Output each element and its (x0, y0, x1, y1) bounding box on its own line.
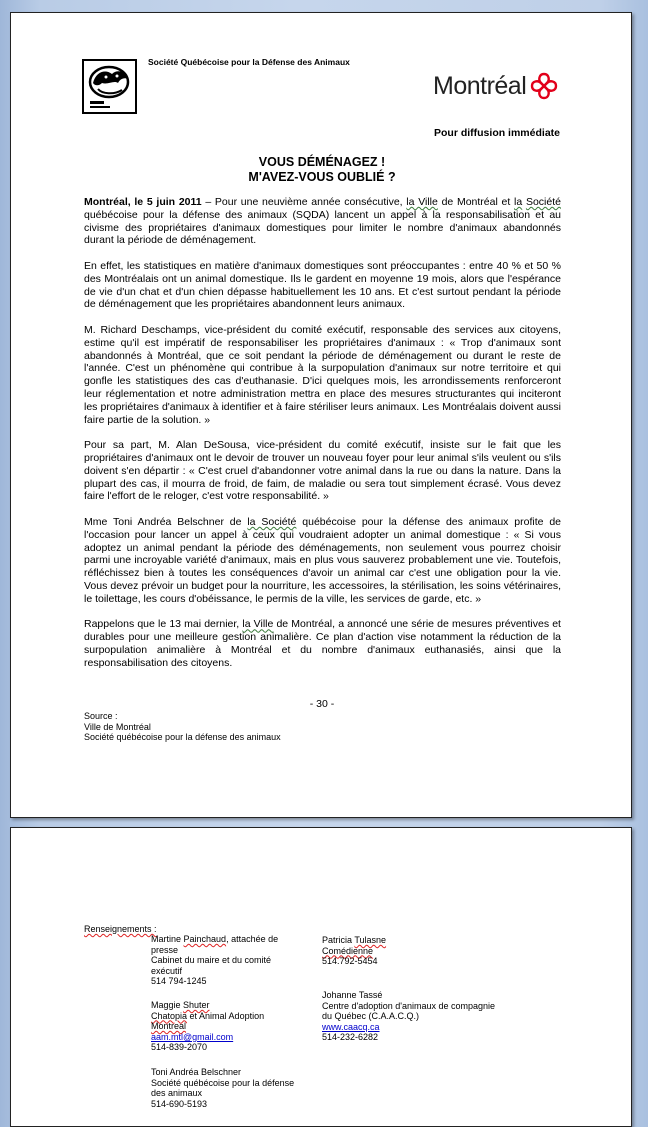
contact-phone: 514-839-2070 (151, 1042, 208, 1053)
dateline: Montréal, le 5 juin 2011 (84, 196, 202, 208)
source-block (84, 711, 281, 743)
contact-name: Patricia Tulasne (322, 935, 387, 945)
contact-phone: 514-690-5193 (151, 1098, 208, 1109)
paragraph-2: En effet, les statistiques en matière d'animaux domestiques sont préoccupantes : entre 40 % et 50 % des Montréalais ont un animal domestique. Ils le gardent en moyenne 19 mois, alors que l'espérance de vie d'un chat et d'un chien dépasse habituellement les 10 ans. Et c'est surtout pendant la période de déménagement que les propriétaires abandonnent leurs animaux. (84, 259, 561, 311)
source-line: Ville de Montréal (84, 721, 151, 732)
end-marker: - 30 - (309, 698, 335, 710)
document-page-1 (10, 12, 632, 818)
email-link[interactable]: aam.mtl@gmail.com (151, 1031, 234, 1042)
press-release-title (11, 155, 633, 185)
contacts-heading: Renseignements : (84, 924, 157, 934)
contact-phone: 514-232-6282 (322, 1032, 379, 1043)
paragraph-3: M. Richard Deschamps, vice-président du comité exécutif, responsable des services aux citoyens, estime qu'il est impératif de responsabiliser les propriétaires d'animaux : « Trop d'animaux sont abandonnés à Montréal, que ce soit pendant la période de déménagement ou durant le reste de l'année. C'est un phénomène qui contribue à la surpopulation d'animaux sur notre territoire et qui gonfle les statistiques des cas d'euthanasie. D'ici quelques mois, les arrondissements renforceront leur réglementation et notre administration mettra en place des mesures structurantes qui inciteront les propriétaires d'animaux à identifier et à faire stériliser leurs animaux. Les Montréalais doivent aussi faire partie de la solution. » (84, 323, 561, 426)
source-label: Source : (84, 711, 118, 721)
source-line: Société québécoise pour la défense des animaux (84, 732, 281, 743)
paragraph-1: Montréal, le 5 juin 2011 – Pour une neuvième année consécutive, la Ville de Montréal et la Société québécoise pour la défense des animaux (SQDA) lancent un appel à la responsabilisation et au civisme des propriétaires d'animaux domestiques pour limiter le nombre d'animaux abandonnés durant la période de déménagement. (84, 196, 561, 247)
release-label: Pour diffusion immédiate (433, 127, 560, 139)
press-release-body (84, 196, 561, 682)
contact-card: Maggie Shuter Chatopia et Animal Adoption Montreal aam.mtl@gmail.com 514-839-2070 (151, 1000, 265, 1053)
contact-phone: 514 794-1245 (151, 976, 207, 987)
contact-phone: 514.792-5454 (322, 956, 378, 967)
rosette-icon (529, 71, 559, 101)
contact-card: Patricia Tulasne Comédienne 514.792-5454 (322, 935, 387, 967)
contact-card: Johanne Tassé Centre d'adoption d'animaux de compagnie du Québec (C.A.A.C.Q.) www.caacq.ca 514-232-6282 (322, 990, 496, 1043)
contact-name: Martine Painchaud, attachée de (151, 934, 279, 944)
montreal-logo (433, 71, 559, 101)
contact-card: Toni Andréa Belschner Société québécoise pour la défense des animaux 514-690-5193 (151, 1067, 295, 1109)
document-page-2 (10, 827, 632, 1127)
website-link[interactable]: www.caacq.ca (322, 1021, 380, 1032)
title-line-2: M'AVEZ-VOUS OUBLIÉ ? (248, 170, 396, 184)
contact-name: Toni Andréa Belschner (151, 1067, 242, 1077)
contact-name: Johanne Tassé (322, 990, 383, 1000)
montreal-logo-wordmark: Montréal (433, 71, 527, 100)
contact-card: Martine Painchaud, attachée de presse Cabinet du maire et du comité exécutif 514 794-1245 (151, 934, 279, 987)
paragraph-6: Rappelons que le 13 mai dernier, la Ville de Montréal, a annoncé une série de mesures préventives et durables pour une meilleure gestion animalière. Ce plan d'action vise notamment la réduction de la surpopulation animalière à Montréal et du nombre d'animaux euthanasiés, ainsi que la responsabilisation des citoyens. (84, 618, 561, 669)
paragraph-5: Mme Toni Andréa Belschner de la Société québécoise pour la défense des animaux profite de l'occasion pour lancer un appel à ceux qui voudraient adopter un animal domestique : « Si vous adoptez un animal pendant la période des déménagements, non seulement vous pourrez choisir parmi une incroyable variété d'animaux, mais en plus vous sauverez probablement une vie. Toutefois, réfléchissez bien à toutes les conséquences d'avoir un animal car c'est une obligation pour la vie. Vous devez prévoir un budget pour la nourriture, les accessoires, la stérilisation, les soins vétérinaires, le toilettage, les cours d'obéissance, le permis de la ville, les services de garde, etc. » (84, 515, 561, 605)
sqda-logo (82, 59, 137, 114)
organization-name: Société Québécoise pour la Défense des Animaux (148, 57, 350, 67)
paragraph-4: Pour sa part, M. Alan DeSousa, vice-président du comité exécutif, insiste sur le fait que les propriétaires d'animaux ont le devoir de trouver un nouveau foyer pour leur animal s'ils veulent ou s'ils doivent s'en départir : « C'est cruel d'abandonner votre animal dans la rue ou dans la nature. Dans la plupart des cas, il mourra de froid, de faim, de maladie ou sera tout simplement écrasé. Vous devez faire l'effort de le reloger, c'est votre responsabilité. » (84, 439, 561, 503)
animals-logo-icon (84, 61, 135, 112)
title-line-1: VOUS DÉMÉNAGEZ ! (258, 155, 386, 169)
contact-name: Maggie Shuter (151, 1000, 210, 1010)
